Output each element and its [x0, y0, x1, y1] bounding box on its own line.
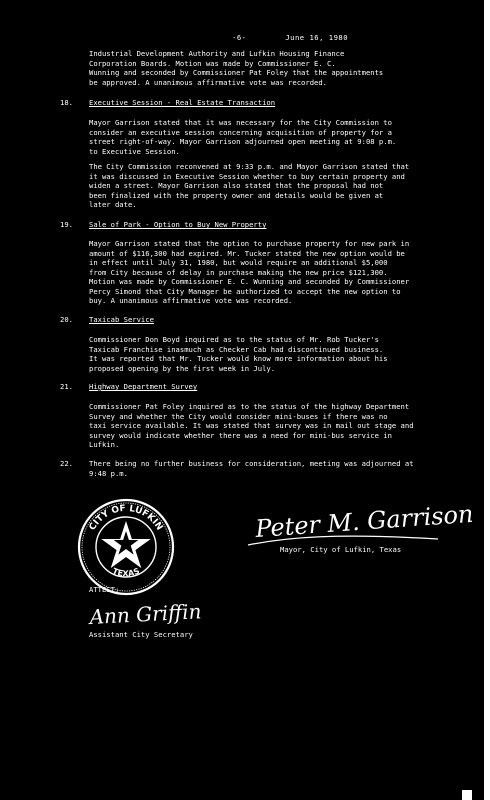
item-paragraph: Commissioner Pat Foley inquired as to the status of the highway Department Survey and whether the City would consider mini-buses if there was no taxi service available. It was stated that survey was in mail out stage and survey would indicate whether there was a need for mini-bus service in Lufkin. [89, 402, 414, 449]
svg-text:Peter M. Garrison: Peter M. Garrison [254, 499, 475, 543]
item-paragraph: Mayor Garrison stated that it was necessary for the City Commission to consider an executive session concerning acquisition of property for a street right-of-way. Mayor Garrison adjourned open meeting at 9:08 p.m. to Executive Session. [89, 118, 397, 156]
item-title: Executive Session - Real Estate Transaction [89, 98, 276, 107]
item-number: 19. [60, 220, 73, 229]
item-number: 21. [60, 382, 73, 391]
svg-text:CITY OF LUFKIN: CITY OF LUFKIN [87, 503, 165, 533]
clerk-signature [86, 600, 216, 634]
clerk-caption: Assistant City Secretary [89, 630, 193, 639]
page-number: -6- [232, 33, 247, 42]
item-paragraph: Mayor Garrison stated that the option to purchase property for new park in amount of $116,300 had expired. Mr. Tucker stated the new option would be in effect until July 31, 1980, but would require an additional $5,000 from City because of delay in purchase making the new price $121,300. Motion was made by Commissioner E. C. Wunning and seconded by Commissioner Percy Simond that City Manager be authorized to accept the new option to buy. A unanimous affirmative vote was recorded. [89, 239, 410, 305]
mayor-caption: Mayor, City of Lufkin, Texas [280, 545, 402, 554]
item-number: 20. [60, 315, 73, 324]
item-paragraph: Commissioner Don Boyd inquired as to the status of Mr. Rob Tucker's Taxicab Franchise inasmuch as Checker Cab had discontinued business. It was reported that Mr. Tucker would know more information about his proposed opening by the first week in July. [89, 335, 388, 373]
item-title: Taxicab Service [89, 315, 154, 324]
item-title: Highway Department Survey [89, 382, 198, 391]
scan-edge [484, 0, 490, 800]
svg-text:Ann Griffin: Ann Griffin [89, 599, 203, 629]
page-header [232, 33, 348, 43]
intro-paragraph: Industrial Development Authority and Lufkin Housing Finance Corporation Boards. Motion was made by Commissioner E. C. Wunning and seconded by Commissioner Pat Foley that the appointments be approved. A unanimous affirmative vote was recorded. [89, 49, 384, 87]
item-title: Sale of Park - Option to Buy New Property [89, 220, 267, 229]
svg-text:TEXAS: TEXAS [111, 566, 141, 579]
item-number: 22. [60, 459, 73, 468]
scan-speck [462, 790, 472, 800]
attest-label: ATTEST: [89, 585, 120, 594]
item-number: 18. [60, 98, 73, 107]
item-paragraph: There being no further business for consideration, meeting was adjourned at 9:48 p.m. [89, 459, 414, 478]
meeting-date: June 16, 1980 [285, 33, 349, 42]
item-paragraph: The City Commission reconvened at 9:33 p.m. and Mayor Garrison stated that it was discussed in Executive Session whether to buy certain property and widen a street. Mayor Garrison also stated that the proposal had not been finalized with the property owner and details would be given at later date. [89, 162, 410, 209]
city-seal-icon [76, 497, 176, 597]
